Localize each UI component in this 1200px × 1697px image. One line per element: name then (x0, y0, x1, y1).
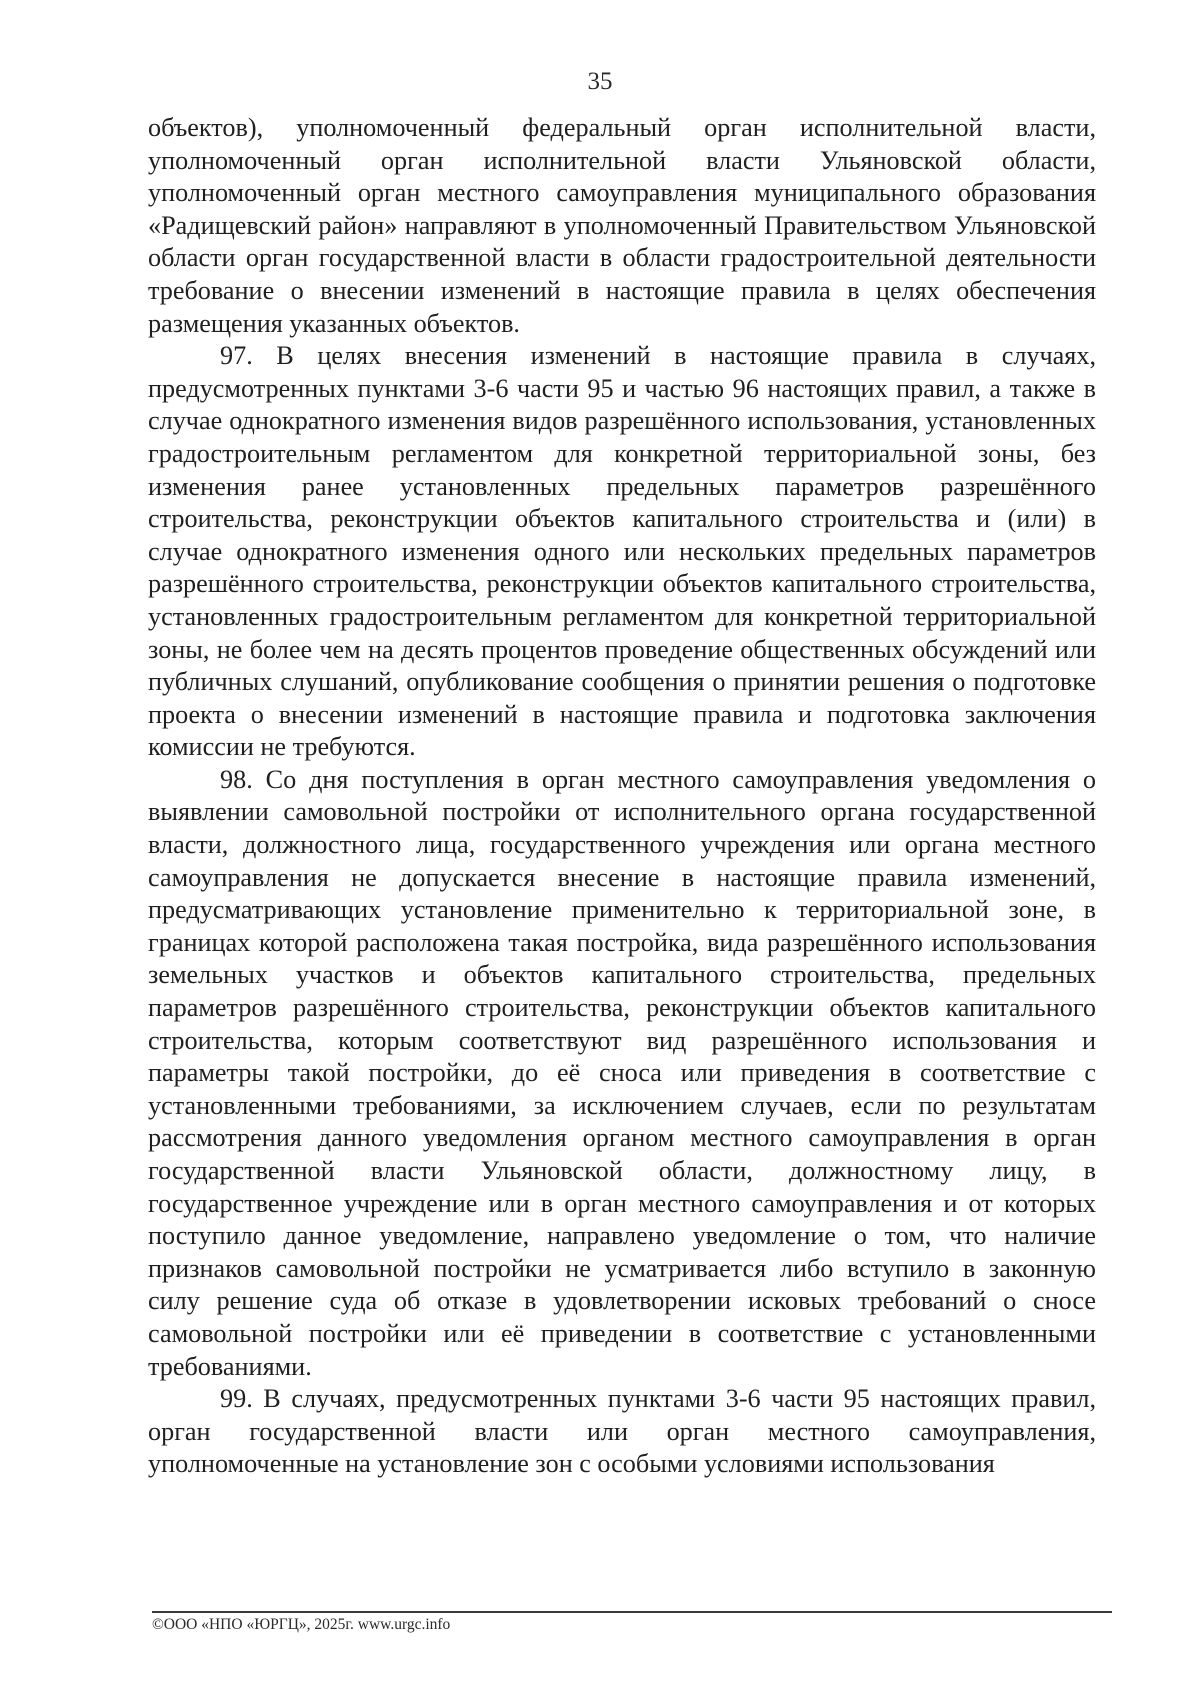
page-number: 35 (587, 68, 613, 95)
document-body (148, 112, 1096, 1481)
footer-divider (152, 1611, 1112, 1613)
paragraph-98: 98. Со дня поступления в орган местного самоуправления уведомления о выявлении самовольной постройки от исполнительного органа государственной власти, должностного лица, государственного учреждения или органа местного самоуправления не допускается внесение в настоящие правила изменений, предусматривающих установление применительно к территориальной зоне, в границах которой расположена такая постройка, вида разрешённого использования земельных участков и объектов капитального строительства, предельных параметров разрешённого строительства, реконструкции объектов капитального строительства, которым соответствуют вид разрешённого использования и параметры такой постройки, до её сноса или приведения в соответствие с установленными требованиями, за исключением случаев, если по результатам рассмотрения данного уведомления органом местного самоуправления в орган государственной власти Ульяновской области, должностному лицу, в государственное учреждение или в орган местного самоуправления и от которых поступило данное уведомление, направлено уведомление о том, что наличие признаков самовольной постройки не усматривается либо вступило в законную силу решение суда об отказе в удовлетворении исковых требований о сносе самовольной постройки или её приведении в соответствие с установленными требованиями. (148, 764, 1096, 1381)
paragraph-99: 99. В случаях, предусмотренных пунктами 3-6 части 95 настоящих правил, орган государственной власти или орган местного самоуправления, уполномоченные на установление зон с особыми условиями использования (148, 1384, 1096, 1479)
paragraph-continuation: объектов), уполномоченный федеральный орган исполнительной власти, уполномоченный орган исполнительной власти Ульяновской области, уполномоченный орган местного самоуправления муниципального образования «Радищевский район» направляют в уполномоченный Правительством Ульяновской области орган государственной власти в области градостроительной деятельности требование о внесении изменений в настоящие правила в целях обеспечения размещения указанных объектов. (148, 113, 1096, 338)
paragraph-97: 97. В целях внесения изменений в настоящие правила в случаях, предусмотренных пунктами 3-6 части 95 и частью 96 настоящих правил, а также в случае однократного изменения видов разрешённого использования, установленных градостроительным регламентом для конкретной территориальной зоны, без изменения ранее установленных предельных параметров разрешённого строительства, реконструкции объектов капитального строительства и (или) в случае однократного изменения одного или нескольких предельных параметров разрешённого строительства, реконструкции объектов капитального строительства, установленных градостроительным регламентом для конкретной территориальной зоны, не более чем на десять процентов проведение общественных обсуждений или публичных слушаний, опубликование сообщения о принятии решения о подготовке проекта о внесении изменений в настоящие правила и подготовка заключения комиссии не требуются. (148, 341, 1096, 762)
footer-copyright: ©ООО «НПО «ЮРГЦ», 2025г. www.urgc.info (152, 1616, 451, 1633)
